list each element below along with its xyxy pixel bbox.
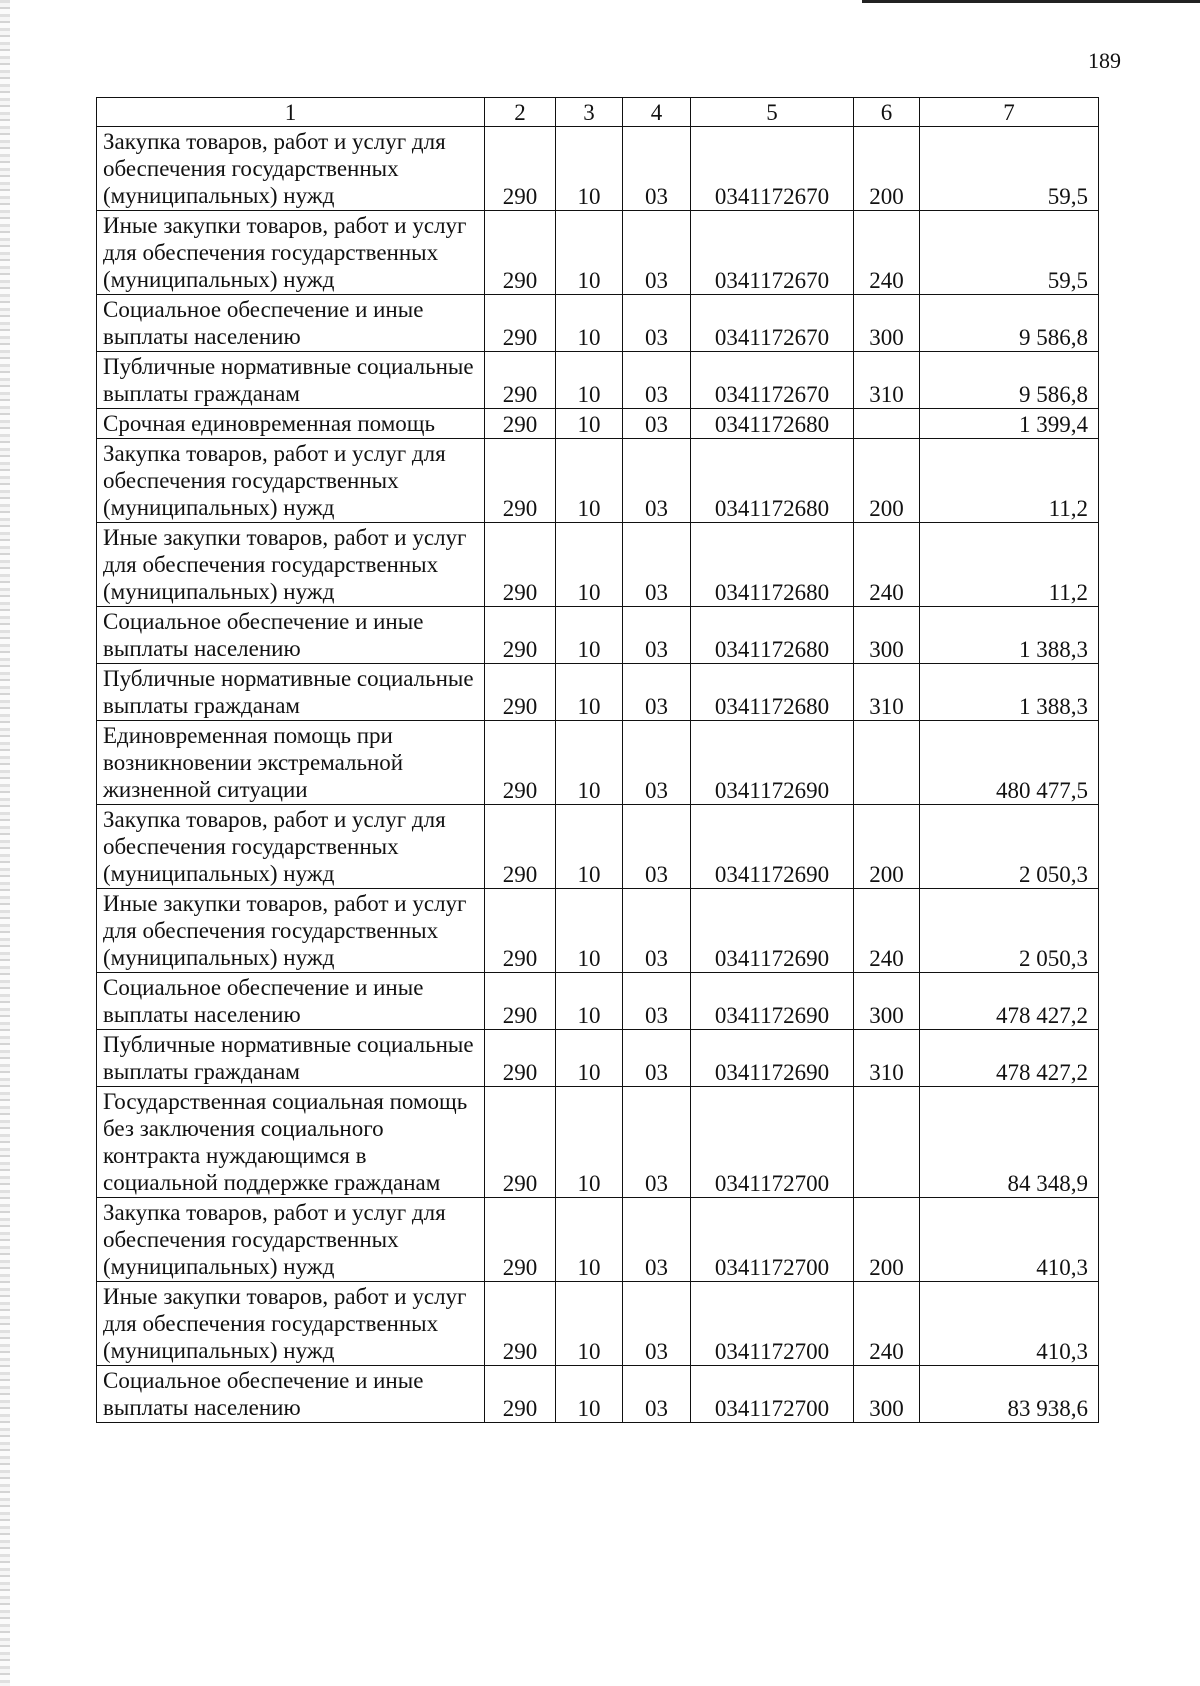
header-cell: 1 bbox=[97, 98, 485, 127]
division-code-cell: 10 bbox=[556, 295, 623, 352]
item-name-cell: Срочная единовременная помощь bbox=[97, 409, 485, 439]
table-row bbox=[97, 439, 1099, 523]
table-row bbox=[97, 1366, 1099, 1423]
header-cell: 6 bbox=[854, 98, 920, 127]
division-code-cell: 10 bbox=[556, 1198, 623, 1282]
subdivision-code-cell: 03 bbox=[623, 1087, 691, 1198]
expense-type-cell: 200 bbox=[854, 127, 920, 211]
item-name-cell: Публичные нормативные социальные выплаты гражданам bbox=[97, 352, 485, 409]
amount-cell: 83 938,6 bbox=[920, 1366, 1099, 1423]
item-name-cell: Публичные нормативные социальные выплаты гражданам bbox=[97, 1030, 485, 1087]
table-row bbox=[97, 211, 1099, 295]
subdivision-code-cell: 03 bbox=[623, 607, 691, 664]
section-code-cell: 290 bbox=[485, 973, 556, 1030]
target-article-cell: 0341172680 bbox=[691, 439, 854, 523]
target-article-cell: 0341172670 bbox=[691, 127, 854, 211]
amount-cell: 9 586,8 bbox=[920, 295, 1099, 352]
target-article-cell: 0341172670 bbox=[691, 352, 854, 409]
division-code-cell: 10 bbox=[556, 523, 623, 607]
table-row bbox=[97, 1282, 1099, 1366]
subdivision-code-cell: 03 bbox=[623, 439, 691, 523]
section-code-cell: 290 bbox=[485, 295, 556, 352]
target-article-cell: 0341172700 bbox=[691, 1282, 854, 1366]
amount-cell: 9 586,8 bbox=[920, 352, 1099, 409]
table-row bbox=[97, 973, 1099, 1030]
expense-type-cell: 240 bbox=[854, 889, 920, 973]
expense-type-cell: 310 bbox=[854, 664, 920, 721]
expense-type-cell: 310 bbox=[854, 352, 920, 409]
target-article-cell: 0341172670 bbox=[691, 295, 854, 352]
scan-edge bbox=[0, 0, 10, 1686]
table-row bbox=[97, 409, 1099, 439]
amount-cell: 1 388,3 bbox=[920, 664, 1099, 721]
section-code-cell: 290 bbox=[485, 607, 556, 664]
table-row bbox=[97, 1198, 1099, 1282]
section-code-cell: 290 bbox=[485, 664, 556, 721]
amount-cell: 84 348,9 bbox=[920, 1087, 1099, 1198]
page-number: 189 bbox=[1088, 48, 1121, 73]
item-name-cell: Закупка товаров, работ и услуг для обеспечения государственных (муниципальных) нужд bbox=[97, 127, 485, 211]
item-name-cell: Иные закупки товаров, работ и услуг для обеспечения государственных (муниципальных) нужд bbox=[97, 889, 485, 973]
subdivision-code-cell: 03 bbox=[623, 805, 691, 889]
item-name-cell: Закупка товаров, работ и услуг для обеспечения государственных (муниципальных) нужд bbox=[97, 805, 485, 889]
subdivision-code-cell: 03 bbox=[623, 721, 691, 805]
target-article-cell: 0341172690 bbox=[691, 721, 854, 805]
target-article-cell: 0341172700 bbox=[691, 1198, 854, 1282]
subdivision-code-cell: 03 bbox=[623, 127, 691, 211]
table-row bbox=[97, 295, 1099, 352]
section-code-cell: 290 bbox=[485, 439, 556, 523]
division-code-cell: 10 bbox=[556, 805, 623, 889]
header-cell: 2 bbox=[485, 98, 556, 127]
expense-type-cell: 200 bbox=[854, 439, 920, 523]
section-code-cell: 290 bbox=[485, 1282, 556, 1366]
division-code-cell: 10 bbox=[556, 211, 623, 295]
amount-cell: 59,5 bbox=[920, 127, 1099, 211]
table-row bbox=[97, 352, 1099, 409]
subdivision-code-cell: 03 bbox=[623, 523, 691, 607]
header-row bbox=[97, 98, 1099, 127]
amount-cell: 410,3 bbox=[920, 1198, 1099, 1282]
expense-type-cell: 300 bbox=[854, 295, 920, 352]
amount-cell: 2 050,3 bbox=[920, 889, 1099, 973]
item-name-cell: Государственная социальная помощь без заключения социального контракта нуждающимся в социальной поддержке гражданам bbox=[97, 1087, 485, 1198]
division-code-cell: 10 bbox=[556, 409, 623, 439]
subdivision-code-cell: 03 bbox=[623, 664, 691, 721]
target-article-cell: 0341172700 bbox=[691, 1366, 854, 1423]
section-code-cell: 290 bbox=[485, 805, 556, 889]
amount-cell: 478 427,2 bbox=[920, 973, 1099, 1030]
amount-cell: 478 427,2 bbox=[920, 1030, 1099, 1087]
subdivision-code-cell: 03 bbox=[623, 889, 691, 973]
subdivision-code-cell: 03 bbox=[623, 295, 691, 352]
section-code-cell: 290 bbox=[485, 1087, 556, 1198]
budget-table bbox=[96, 97, 1099, 1423]
section-code-cell: 290 bbox=[485, 127, 556, 211]
section-code-cell: 290 bbox=[485, 211, 556, 295]
target-article-cell: 0341172680 bbox=[691, 409, 854, 439]
amount-cell: 410,3 bbox=[920, 1282, 1099, 1366]
amount-cell: 480 477,5 bbox=[920, 721, 1099, 805]
item-name-cell: Иные закупки товаров, работ и услуг для обеспечения государственных (муниципальных) нужд bbox=[97, 1282, 485, 1366]
section-code-cell: 290 bbox=[485, 1366, 556, 1423]
table-row bbox=[97, 1087, 1099, 1198]
amount-cell: 2 050,3 bbox=[920, 805, 1099, 889]
table-row bbox=[97, 721, 1099, 805]
section-code-cell: 290 bbox=[485, 352, 556, 409]
subdivision-code-cell: 03 bbox=[623, 1366, 691, 1423]
header-cell: 3 bbox=[556, 98, 623, 127]
subdivision-code-cell: 03 bbox=[623, 973, 691, 1030]
expense-type-cell: 310 bbox=[854, 1030, 920, 1087]
target-article-cell: 0341172690 bbox=[691, 889, 854, 973]
item-name-cell: Единовременная помощь при возникновении экстремальной жизненной ситуации bbox=[97, 721, 485, 805]
table-row bbox=[97, 805, 1099, 889]
target-article-cell: 0341172690 bbox=[691, 1030, 854, 1087]
target-article-cell: 0341172690 bbox=[691, 973, 854, 1030]
target-article-cell: 0341172690 bbox=[691, 805, 854, 889]
table-row bbox=[97, 889, 1099, 973]
subdivision-code-cell: 03 bbox=[623, 1198, 691, 1282]
subdivision-code-cell: 03 bbox=[623, 352, 691, 409]
division-code-cell: 10 bbox=[556, 664, 623, 721]
table-row bbox=[97, 523, 1099, 607]
table-body bbox=[97, 127, 1099, 1423]
amount-cell: 59,5 bbox=[920, 211, 1099, 295]
section-code-cell: 290 bbox=[485, 1198, 556, 1282]
table-row bbox=[97, 127, 1099, 211]
expense-type-cell: 200 bbox=[854, 805, 920, 889]
table-row bbox=[97, 664, 1099, 721]
subdivision-code-cell: 03 bbox=[623, 1282, 691, 1366]
division-code-cell: 10 bbox=[556, 352, 623, 409]
section-code-cell: 290 bbox=[485, 889, 556, 973]
expense-type-cell bbox=[854, 1087, 920, 1198]
expense-type-cell: 200 bbox=[854, 1198, 920, 1282]
amount-cell: 1 399,4 bbox=[920, 409, 1099, 439]
target-article-cell: 0341172680 bbox=[691, 523, 854, 607]
top-rule bbox=[862, 0, 1200, 3]
division-code-cell: 10 bbox=[556, 889, 623, 973]
expense-type-cell bbox=[854, 721, 920, 805]
item-name-cell: Социальное обеспечение и иные выплаты населению bbox=[97, 1366, 485, 1423]
division-code-cell: 10 bbox=[556, 1087, 623, 1198]
division-code-cell: 10 bbox=[556, 127, 623, 211]
division-code-cell: 10 bbox=[556, 1030, 623, 1087]
subdivision-code-cell: 03 bbox=[623, 1030, 691, 1087]
item-name-cell: Социальное обеспечение и иные выплаты населению bbox=[97, 295, 485, 352]
header-cell: 5 bbox=[691, 98, 854, 127]
item-name-cell: Закупка товаров, работ и услуг для обеспечения государственных (муниципальных) нужд bbox=[97, 439, 485, 523]
expense-type-cell: 300 bbox=[854, 973, 920, 1030]
expense-type-cell: 240 bbox=[854, 1282, 920, 1366]
expense-type-cell bbox=[854, 409, 920, 439]
division-code-cell: 10 bbox=[556, 1366, 623, 1423]
target-article-cell: 0341172670 bbox=[691, 211, 854, 295]
division-code-cell: 10 bbox=[556, 1282, 623, 1366]
header-cell: 4 bbox=[623, 98, 691, 127]
expense-type-cell: 300 bbox=[854, 1366, 920, 1423]
section-code-cell: 290 bbox=[485, 1030, 556, 1087]
expense-type-cell: 240 bbox=[854, 211, 920, 295]
target-article-cell: 0341172680 bbox=[691, 607, 854, 664]
expense-type-cell: 300 bbox=[854, 607, 920, 664]
section-code-cell: 290 bbox=[485, 523, 556, 607]
amount-cell: 11,2 bbox=[920, 523, 1099, 607]
amount-cell: 11,2 bbox=[920, 439, 1099, 523]
item-name-cell: Иные закупки товаров, работ и услуг для обеспечения государственных (муниципальных) нужд bbox=[97, 523, 485, 607]
division-code-cell: 10 bbox=[556, 973, 623, 1030]
division-code-cell: 10 bbox=[556, 439, 623, 523]
target-article-cell: 0341172700 bbox=[691, 1087, 854, 1198]
header-cell: 7 bbox=[920, 98, 1099, 127]
section-code-cell: 290 bbox=[485, 721, 556, 805]
subdivision-code-cell: 03 bbox=[623, 409, 691, 439]
subdivision-code-cell: 03 bbox=[623, 211, 691, 295]
target-article-cell: 0341172680 bbox=[691, 664, 854, 721]
division-code-cell: 10 bbox=[556, 607, 623, 664]
item-name-cell: Социальное обеспечение и иные выплаты населению bbox=[97, 607, 485, 664]
division-code-cell: 10 bbox=[556, 721, 623, 805]
item-name-cell: Социальное обеспечение и иные выплаты населению bbox=[97, 973, 485, 1030]
amount-cell: 1 388,3 bbox=[920, 607, 1099, 664]
section-code-cell: 290 bbox=[485, 409, 556, 439]
item-name-cell: Публичные нормативные социальные выплаты гражданам bbox=[97, 664, 485, 721]
table-row bbox=[97, 607, 1099, 664]
item-name-cell: Закупка товаров, работ и услуг для обеспечения государственных (муниципальных) нужд bbox=[97, 1198, 485, 1282]
expense-type-cell: 240 bbox=[854, 523, 920, 607]
table-row bbox=[97, 1030, 1099, 1087]
item-name-cell: Иные закупки товаров, работ и услуг для обеспечения государственных (муниципальных) нужд bbox=[97, 211, 485, 295]
